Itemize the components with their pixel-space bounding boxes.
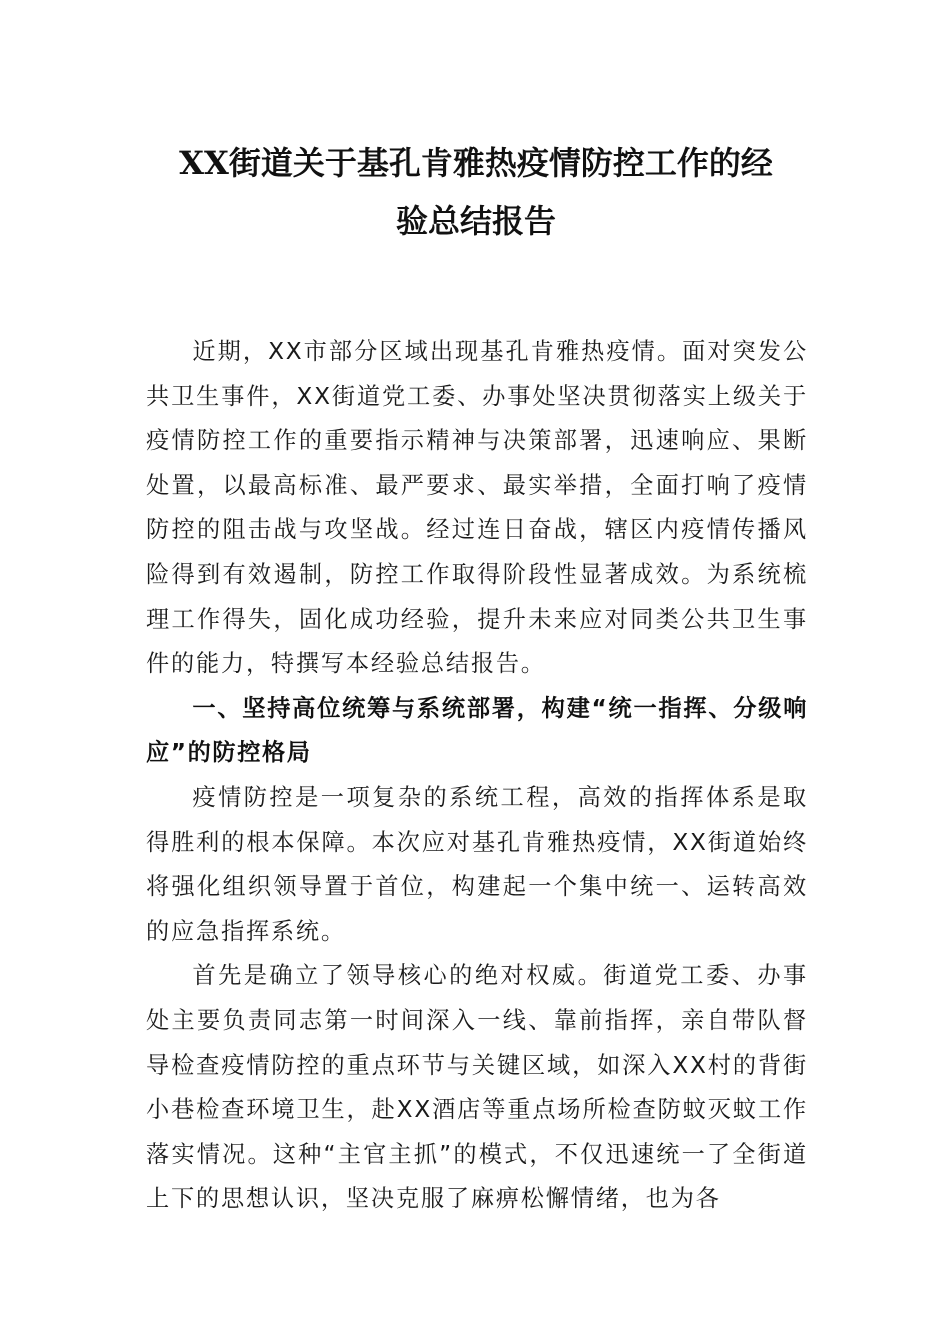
title-line-1: XX街道关于基孔肯雅热疫情防控工作的经: [179, 144, 773, 182]
document-title: [146, 134, 806, 250]
section-1-paragraph-1: 疫情防控是一项复杂的系统工程，高效的指挥体系是取得胜利的根本保障。本次应对基孔肯雅热疫情，XX街道始终将强化组织领导置于首位，构建起一个集中统一、运转高效的应急指挥系统。: [146, 783, 808, 945]
title-line-2: 验总结报告: [395, 202, 556, 240]
document-body: [146, 330, 808, 1222]
intro-paragraph: 近期，XX市部分区域出现基孔肯雅热疫情。面对突发公共卫生事件，XX街道党工委、办事处坚决贯彻落实上级关于疫情防控工作的重要指示精神与决策部署，迅速响应、果断处置，以最高标准、最严要求、最实举措，全面打响了疫情防控的阻击战与攻坚战。经过连日奋战，辖区内疫情传播风险得到有效遏制，防控工作取得阶段性显著成效。为系统梳理工作得失，固化成功经验，提升未来应对同类公共卫生事件的能力，特撰写本经验总结报告。: [146, 338, 808, 678]
section-heading-1: 一、坚持高位统筹与系统部署，构建“统一指挥、分级响应”的防控格局: [146, 694, 808, 767]
section-1-paragraph-2: 首先是确立了领导核心的绝对权威。街道党工委、办事处主要负责同志第一时间深入一线、靠前指挥，亲自带队督导检查疫情防控的重点环节与关键区域，如深入XX村的背街小巷检查环境卫生，赴XX酒店等重点场所检查防蚊灭蚊工作落实情况。这种“主官主抓”的模式，不仅迅速统一了全街道上下的思想认识，坚决克服了麻痹松懈情绪，也为各: [146, 962, 808, 1213]
